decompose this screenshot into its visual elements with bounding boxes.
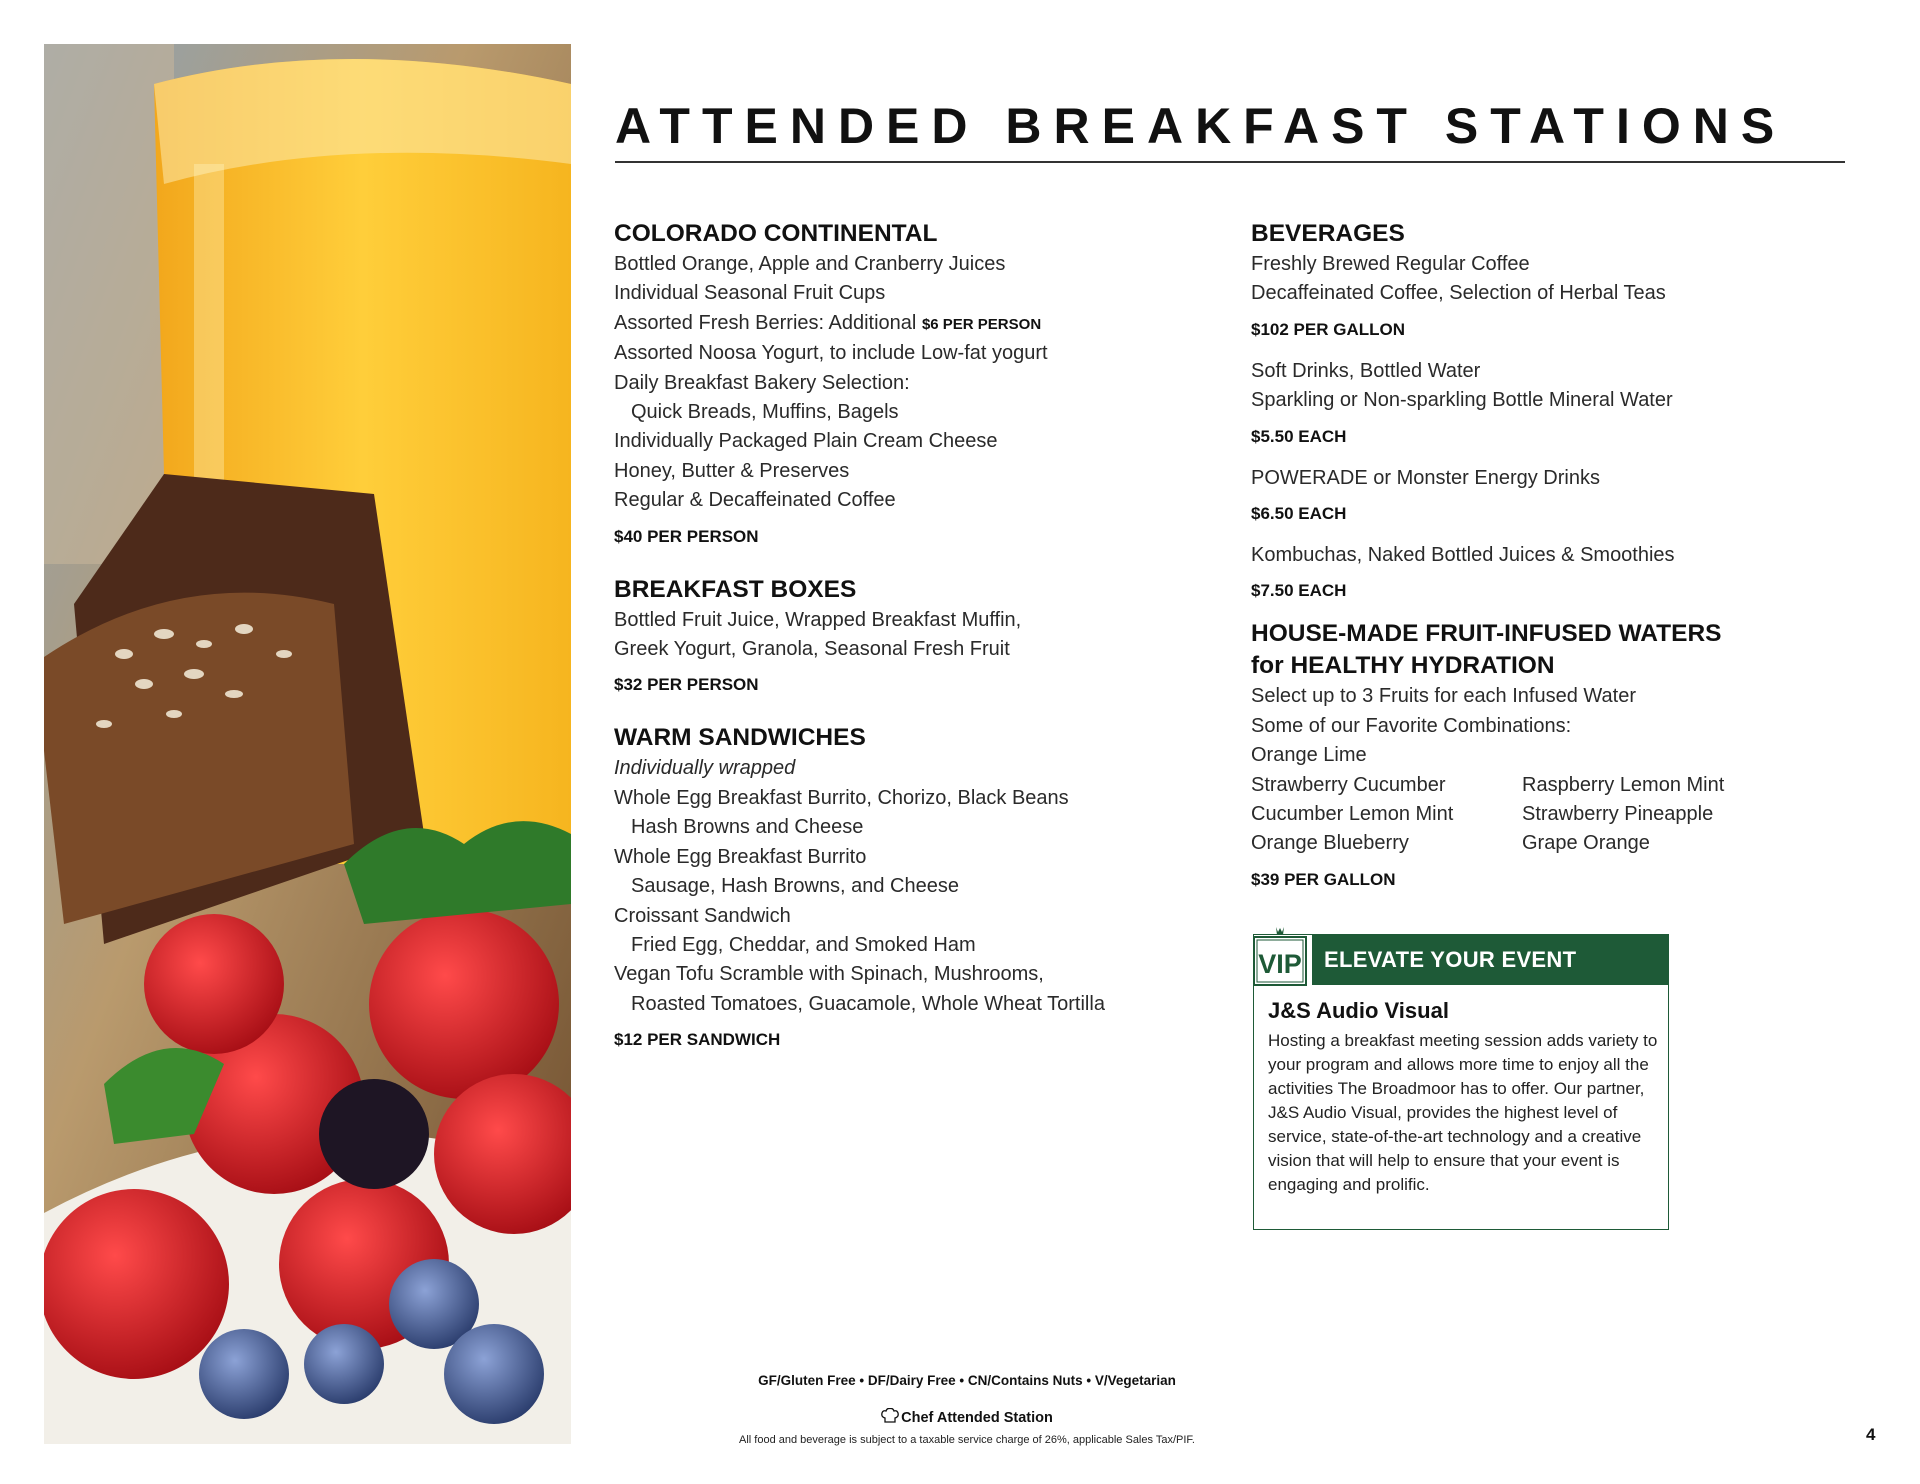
breakfast-photo bbox=[44, 44, 571, 1444]
combo-item: Grape Orange bbox=[1522, 832, 1650, 855]
menu-item: Fried Egg, Cheddar, and Smoked Ham bbox=[631, 933, 976, 956]
menu-item: Croissant Sandwich bbox=[614, 904, 791, 927]
menu-item: Sparkling or Non-sparkling Bottle Mineral Water bbox=[1251, 389, 1673, 412]
section-price: $40 PER PERSON bbox=[614, 526, 759, 546]
section-price: $12 PER SANDWICH bbox=[614, 1030, 781, 1050]
vip-logo bbox=[1250, 925, 1310, 987]
section-heading: WARM SANDWICHES bbox=[614, 724, 866, 752]
combo-item: Strawberry Cucumber bbox=[1251, 773, 1446, 796]
menu-item: Honey, Butter & Preserves bbox=[614, 459, 850, 482]
menu-item: Kombuchas, Naked Bottled Juices & Smoothies bbox=[1251, 544, 1675, 567]
combo-item: Strawberry Pineapple bbox=[1522, 803, 1714, 826]
section-heading: HOUSE-MADE FRUIT-INFUSED WATERS bbox=[1251, 620, 1722, 648]
menu-item-text: Assorted Fresh Berries: Additional bbox=[614, 311, 917, 334]
service-charge-note: All food and beverage is subject to a taxable service charge of 26%, applicable Sales Tax/PIF. bbox=[739, 1434, 1195, 1446]
title-divider bbox=[615, 161, 1845, 163]
beverages-section bbox=[1251, 218, 1851, 602]
infused-waters-section bbox=[1251, 618, 1851, 890]
chef-station-note bbox=[0, 1408, 1920, 1426]
menu-item: Orange Lime bbox=[1251, 744, 1367, 767]
combo-item: Cucumber Lemon Mint bbox=[1251, 803, 1454, 826]
vip-logo-text: VIP bbox=[1258, 949, 1302, 979]
menu-item: Sausage, Hash Browns, and Cheese bbox=[631, 875, 959, 898]
combo-row bbox=[1251, 771, 1851, 800]
menu-item: Soft Drinks, Bottled Water bbox=[1251, 359, 1481, 382]
menu-item: Assorted Noosa Yogurt, to include Low-fat yogurt bbox=[614, 342, 1048, 365]
menu-item: Daily Breakfast Bakery Selection: bbox=[614, 371, 910, 394]
section-price: $39 PER GALLON bbox=[1251, 869, 1396, 889]
menu-item: POWERADE or Monster Energy Drinks bbox=[1251, 466, 1600, 489]
menu-item: Select up to 3 Fruits for each Infused Water bbox=[1251, 685, 1636, 708]
colorado-continental-section bbox=[614, 218, 1214, 548]
chef-hat-icon bbox=[881, 1408, 899, 1424]
menu-item: Regular & Decaffeinated Coffee bbox=[614, 489, 896, 512]
warm-sandwiches-section bbox=[614, 722, 1214, 1051]
menu-item: Quick Breads, Muffins, Bagels bbox=[631, 401, 899, 424]
section-heading-line2: for HEALTHY HYDRATION bbox=[1251, 652, 1555, 680]
menu-item: Bottled Orange, Apple and Cranberry Juices bbox=[614, 253, 1006, 275]
section-heading: BEVERAGES bbox=[1251, 220, 1405, 247]
menu-item: Whole Egg Breakfast Burrito bbox=[614, 845, 867, 868]
page-title: ATTENDED BREAKFAST STATIONS bbox=[615, 98, 1787, 154]
dietary-legend: GF/Gluten Free • DF/Dairy Free • CN/Contains Nuts • V/Vegetarian bbox=[758, 1373, 1176, 1388]
menu-item: Decaffeinated Coffee, Selection of Herbal Teas bbox=[1251, 282, 1666, 305]
menu-item: Some of our Favorite Combinations: bbox=[1251, 714, 1572, 737]
menu-item: Freshly Brewed Regular Coffee bbox=[1251, 253, 1530, 275]
combo-item: Orange Blueberry bbox=[1251, 832, 1409, 855]
section-heading: COLORADO CONTINENTAL bbox=[614, 220, 938, 247]
inline-price: $6 PER PERSON bbox=[921, 315, 1042, 333]
left-menu-column bbox=[614, 218, 1214, 1051]
menu-item: Hash Browns and Cheese bbox=[631, 816, 864, 839]
section-heading: BREAKFAST BOXES bbox=[614, 575, 857, 603]
menu-item: Individually Packaged Plain Cream Cheese bbox=[614, 430, 998, 453]
section-price: $5.50 EACH bbox=[1251, 426, 1347, 446]
vip-promo-box bbox=[1253, 934, 1669, 1230]
menu-item: Roasted Tomatoes, Guacamole, Whole Wheat Tortilla bbox=[631, 992, 1105, 1015]
section-price: $32 PER PERSON bbox=[614, 675, 759, 695]
menu-item: Individual Seasonal Fruit Cups bbox=[614, 282, 886, 305]
menu-item: Bottled Fruit Juice, Wrapped Breakfast Muffin, bbox=[614, 608, 1022, 631]
vip-subtitle: J&S Audio Visual bbox=[1268, 998, 1449, 1023]
breakfast-boxes-section bbox=[614, 574, 1214, 697]
vip-body-text: Hosting a breakfast meeting session adds variety to your program and allows more time to enjoy all the activities The Broadmoor has to offer. Our partner, J&S Audio Visual, provides the highest level of service, state-of-the-art technology and a creative vision that will help to ensure that your event is engaging and prolific. bbox=[1268, 1031, 1658, 1194]
vip-banner bbox=[1312, 935, 1668, 985]
combo-row bbox=[1251, 800, 1851, 829]
section-note: Individually wrapped bbox=[614, 757, 796, 780]
combo-row bbox=[1251, 829, 1851, 858]
page-number: 4 bbox=[1866, 1425, 1876, 1444]
section-price: $102 PER GALLON bbox=[1251, 319, 1405, 339]
section-price: $6.50 EACH bbox=[1251, 504, 1347, 524]
combo-item: Raspberry Lemon Mint bbox=[1522, 773, 1725, 796]
section-price: $7.50 EACH bbox=[1251, 581, 1347, 601]
menu-item: Vegan Tofu Scramble with Spinach, Mushrooms, bbox=[614, 963, 1044, 986]
menu-item: Whole Egg Breakfast Burrito, Chorizo, Black Beans bbox=[614, 786, 1069, 809]
menu-item: Greek Yogurt, Granola, Seasonal Fresh Fruit bbox=[614, 638, 1010, 661]
right-menu-column bbox=[1251, 218, 1851, 891]
menu-item bbox=[614, 309, 1214, 339]
vip-banner-text: ELEVATE YOUR EVENT bbox=[1324, 947, 1577, 972]
chef-station-label: Chef Attended Station bbox=[901, 1410, 1053, 1426]
